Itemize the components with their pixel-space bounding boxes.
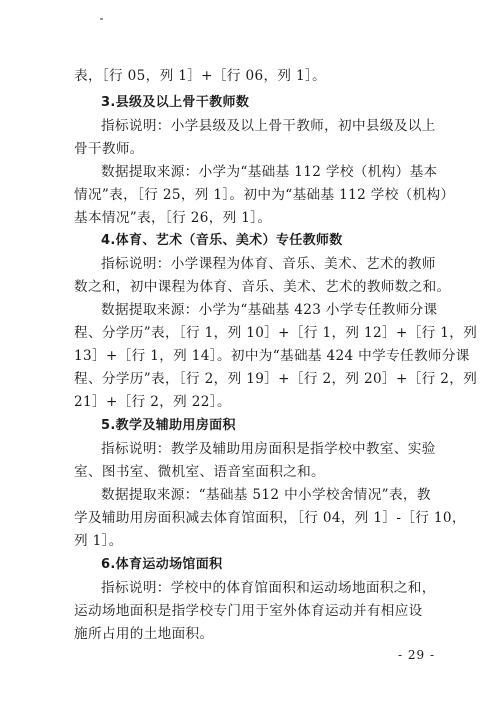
scan-speck xyxy=(100,18,103,20)
section-heading-4: 4.体育、艺术（音乐、美术）专任教师数 xyxy=(101,233,343,248)
page-number: - 29 - xyxy=(398,648,436,662)
section-heading-5: 5.教学及辅助用房面积 xyxy=(101,418,236,433)
text-line: 表，［行 05，列 1］+［行 06，列 1］。 xyxy=(74,68,327,84)
text-line: 指标说明：小学课程为体育、音乐、美术、艺术的教师 xyxy=(101,256,436,272)
text-line: 数之和，初中课程为体育、音乐、美术、艺术的教师数之和。 xyxy=(74,279,451,295)
section-heading-3: 3.县级及以上骨干教师数 xyxy=(101,95,250,110)
section-heading-6: 6.体育运动场馆面积 xyxy=(101,557,223,572)
text-line: 施所占用的土地面积。 xyxy=(74,626,214,642)
text-line: 程、分学历”表，［行 1，列 10］+［行 1，列 12］+［行 1，列 xyxy=(74,325,478,341)
text-line: 运动场地面积是指学校专门用于室外体育运动并有相应设 xyxy=(74,603,423,619)
text-line: 骨干教师。 xyxy=(74,141,144,157)
text-line: 指标说明：教学及辅助用房面积是指学校中教室、实验 xyxy=(101,441,436,457)
text-line: 列 1］。 xyxy=(74,533,123,549)
text-line: 指标说明：小学县级及以上骨干教师，初中县级及以上 xyxy=(101,118,436,134)
text-line: 室、图书室、微机室、语音室面积之和。 xyxy=(74,464,325,480)
text-line: 数据提取来源：“基础基 512 中小学校舍情况”表，教 xyxy=(101,487,431,503)
text-line: 数据提取来源：小学为“基础基 112 学校（机构）基本 xyxy=(101,164,438,180)
text-line: 学及辅助用房面积减去体育馆面积，［行 04，列 1］-［行 10， xyxy=(74,510,466,526)
text-line: 程、分学历”表，［行 2，列 19］+［行 2，列 20］+［行 2，列 xyxy=(74,371,478,387)
text-line: 指标说明：学校中的体育馆面积和运动场地面积之和， xyxy=(101,580,436,596)
text-line: 13］+［行 1，列 14］。初中为“基础基 424 中学专任教师分课 xyxy=(74,348,470,364)
text-line: 数据提取来源：小学为“基础基 423 小学专任教师分课 xyxy=(101,302,438,318)
text-line: 情况”表，［行 25，列 1］。初中为“基础基 112 学校（机构） xyxy=(74,187,455,203)
text-line: 21］+［行 2，列 22］。 xyxy=(74,394,231,410)
text-line: 基本情况”表，［行 26，列 1］。 xyxy=(74,210,272,226)
